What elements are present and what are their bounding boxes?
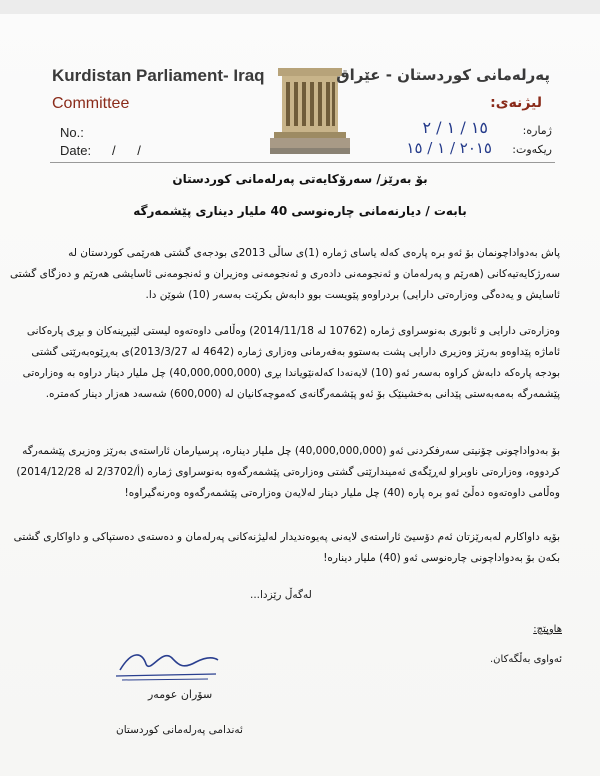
signatory-name: سۆران عومەر	[148, 688, 213, 701]
paragraph-2-line-2: ئاماژە پێداوەو بەرێز وەزیری دارایی پشت بەستوو بەفەرمانی وەزاری ژمارە (4642 لە 2013/3/27)ی بەڕێوەبەرێتی گشتی	[31, 346, 560, 358]
closing-regards: لەگەڵ رێزدا...	[250, 589, 312, 601]
header-en-date-label: Date:	[60, 143, 92, 158]
page-top-edge	[0, 0, 600, 14]
header-ku-committee: لیژنەی:	[490, 95, 542, 111]
header-en-no-label: No.:	[60, 125, 84, 140]
attachments-text: ئەواوی بەڵگەکان.	[490, 654, 562, 665]
handwritten-date: ٢٠١٥ / ١ / ١٥	[406, 139, 492, 157]
signatory-title: ئەندامی پەرلەمانی کوردستان	[116, 724, 243, 736]
paragraph-2-line-4: پێشمەرگە بەمەبەستی پێدانی بەخشینێک بۆ ئەو پێشمەرگانەی کەموچەکانیان لە (600,000) شەسەد هەزار دینار کەمترە.	[45, 388, 560, 400]
paragraph-1-line-3: ئاسایش و یەدەگی وەزارەتی دارایی) بردراوەو پێویست بوو دابەش بکرێت بەسەر (10) شوێن دا.	[145, 289, 560, 301]
letter-subject: بابەت / دیارنەمانی چارەنوسی 40 ملیار دیناری پێشمەرگە	[133, 204, 467, 218]
header-ku-no-label: ژمارە:	[522, 124, 552, 137]
letter-recipient: بۆ بەرێز/ سەرۆکایەتی پەرلەمانی کوردستان	[172, 172, 428, 186]
paragraph-4-line-1: بۆیە داواکارم لەبەرێزتان ئەم دۆسیێ ئاراستەی لایەنی پەیوەندیدار لەلیژنەکانی پەرلەمان و دەستەی دەستپاکی و داواکاری گشتی	[13, 531, 560, 543]
header-ku-title: پەرلەمانی کوردستان - عێراق	[336, 66, 550, 84]
header-ku-date-label: ریکەوت:	[512, 143, 552, 156]
handwritten-number: ١٥ / ١ / ٢	[422, 118, 488, 137]
signature-image	[112, 640, 222, 684]
paragraph-2-line-1: وەزارەتی دارایی و ئابوری بەنوسراوی ژمارە (10762 لە 2014/11/18) وەڵامی داوەتەوە لیستی لێبڕینەکان و بڕی پارەکانی	[26, 325, 560, 337]
header-en-title: Kurdistan Parliament- Iraq	[52, 66, 265, 85]
header-en-committee: Committee	[52, 95, 130, 112]
paragraph-2-line-3: بودجە پارەکە دابەش کراوە بەسەر ئەو (10) لایەنەدا کەلەنێویاندا بڕی (40,000,000,000) چل ملیار دینار دراوە بە وەزارەتی	[22, 367, 560, 379]
paragraph-3-line-1: بۆ بەدواداچونی چۆنیتی سەرفکردنی ئەو (40,000,000,000) چل ملیار دینارە، پرسیارمان ئاراستەی بەرێز وەزیری پێشمەرگە	[22, 445, 560, 457]
paragraph-1-line-2: سەرژکایەتیەکانی (هەرێم و پەرلەمان و ئەنجومەنی دادەری و ئەنجومەنی وەزیران و ئەنجومەنی ئاسایشی هەرێم و دەزگای گشتی	[9, 268, 560, 280]
header-en-date-value: / /	[112, 143, 141, 158]
paragraph-1-line-1: پاش بەدواداچونمان بۆ ئەو برە پارەی کەلە یاسای ژمارە (1)ی ساڵی 2013ی بودجەی گشتی هەرێمی کوردستان لە	[68, 247, 560, 259]
header-divider	[50, 162, 555, 163]
paragraph-4-line-2: بکەن بۆ بەدواداچونی چارەنوسی ئەو (40) ملیار دینارە!	[323, 552, 560, 564]
attachments-label: هاوپێچ:	[533, 624, 562, 635]
paragraph-3-line-3: وەڵامی داوەتەوە دەڵێ ئەو برە پارە (40) چل ملیار دینار لەلایەن وەزارەتی پێشمەرگەوە وەرنەگیراوە!	[124, 487, 560, 499]
paragraph-3-line-2: کردووە، وەزارەتی ناوبراو لەڕێگەی ئەمیندارێتی گشتی وەزارەتی پێشمەرگەوە بەنوسراوی ژمارە (أ/2/3702 لە 2014/12/28)	[16, 466, 560, 478]
